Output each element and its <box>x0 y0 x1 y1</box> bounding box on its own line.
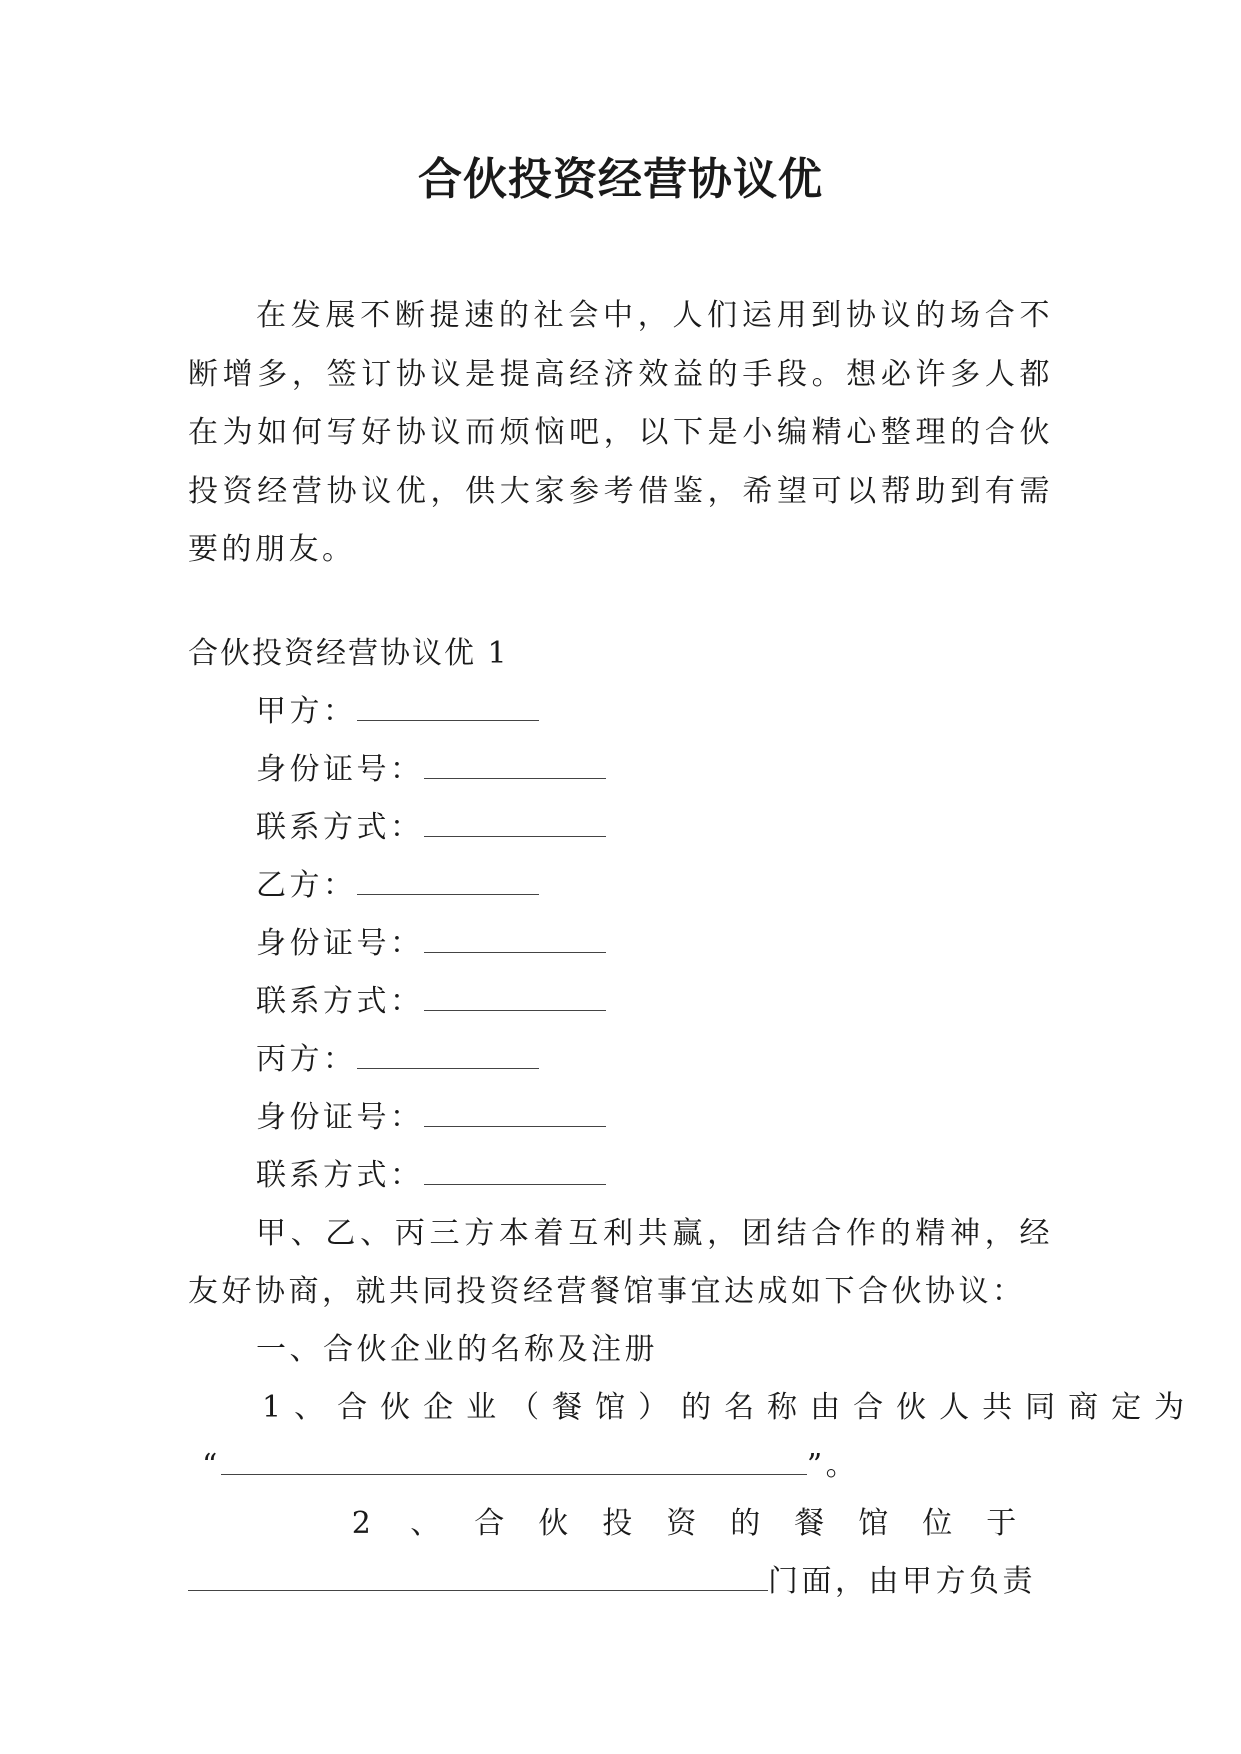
blank-line <box>424 810 606 837</box>
clause-2-char: 餐 <box>794 1505 828 1541</box>
open-quote: “ <box>202 1447 221 1483</box>
field-label: 甲方： <box>256 693 357 729</box>
party-fields <box>188 683 1053 1205</box>
blank-line <box>221 1448 807 1475</box>
blank-line <box>357 694 539 721</box>
clause-2-text <box>188 1495 1053 1553</box>
field-label: 联系方式： <box>256 809 424 845</box>
field-label: 联系方式： <box>256 983 424 1019</box>
party-c-id-field <box>188 1089 1053 1147</box>
clause-2-location-line <box>188 1553 1053 1611</box>
party-b-contact-field <box>188 973 1053 1031</box>
agreement-paragraph: 甲、乙、丙三方本着互利共赢，团结合作的精神，经友好协商，就共同投资经营餐馆事宜达成如下合伙协议： <box>188 1215 1053 1309</box>
blank-line <box>357 868 539 895</box>
field-label: 身份证号： <box>256 1099 424 1135</box>
clause-2-char: 合 <box>474 1505 508 1541</box>
blank-line <box>188 1564 768 1591</box>
document-body <box>188 287 1198 1611</box>
blank-line <box>424 1100 606 1127</box>
clause-2-char: 的 <box>730 1505 764 1541</box>
field-label: 丙方： <box>256 1041 357 1077</box>
clause-2-tail: 门面，由甲方负责 <box>768 1563 1036 1599</box>
article-1-heading: 一、合伙企业的名称及注册 <box>256 1331 658 1367</box>
clause-2-char: 投 <box>602 1505 636 1541</box>
intro-paragraph: 在发展不断提速的社会中，人们运用到协议的场合不断增多，签订协议是提高经济效益的手段。想必许多人都在为如何写好协议而烦恼吧，以下是小编精心整理的合伙投资经营协议优，供大家参考借鉴，希望可以帮助到有需要的朋友。 <box>188 298 1053 567</box>
field-label: 身份证号： <box>256 751 424 787</box>
party-a-id-field <box>188 741 1053 799</box>
party-b-id-field <box>188 915 1053 973</box>
clause-2-char: 伙 <box>538 1505 572 1541</box>
close-quote: ”。 <box>806 1447 860 1483</box>
blank-line <box>424 752 606 779</box>
party-a-contact-field <box>188 799 1053 857</box>
clause-2-char: 馆 <box>858 1505 892 1541</box>
party-c-field <box>188 1031 1053 1089</box>
party-b-field <box>188 857 1053 915</box>
document-title: 合伙投资经营协议优 <box>418 154 823 205</box>
blank-line <box>357 1042 539 1069</box>
party-a-field <box>188 683 1053 741</box>
field-label: 乙方： <box>256 867 357 903</box>
clause-2-char: 于 <box>986 1505 1020 1541</box>
field-label: 身份证号： <box>256 925 424 961</box>
blank-line <box>424 1158 606 1185</box>
clause-2-char: 、 <box>410 1505 444 1541</box>
clause-2-char: 资 <box>666 1505 700 1541</box>
clause-2-char: 2 <box>351 1505 375 1541</box>
clause-1-name-line <box>188 1437 1053 1495</box>
blank-line <box>424 984 606 1011</box>
blank-line <box>424 926 606 953</box>
field-label: 联系方式： <box>256 1157 424 1193</box>
clause-2-char: 位 <box>922 1505 956 1541</box>
section-heading: 合伙投资经营协议优 1 <box>188 635 509 671</box>
clause-1-text: 1、合伙企业（餐馆）的名称由合伙人共同商定为 <box>262 1389 1198 1425</box>
party-c-contact-field <box>188 1147 1053 1205</box>
